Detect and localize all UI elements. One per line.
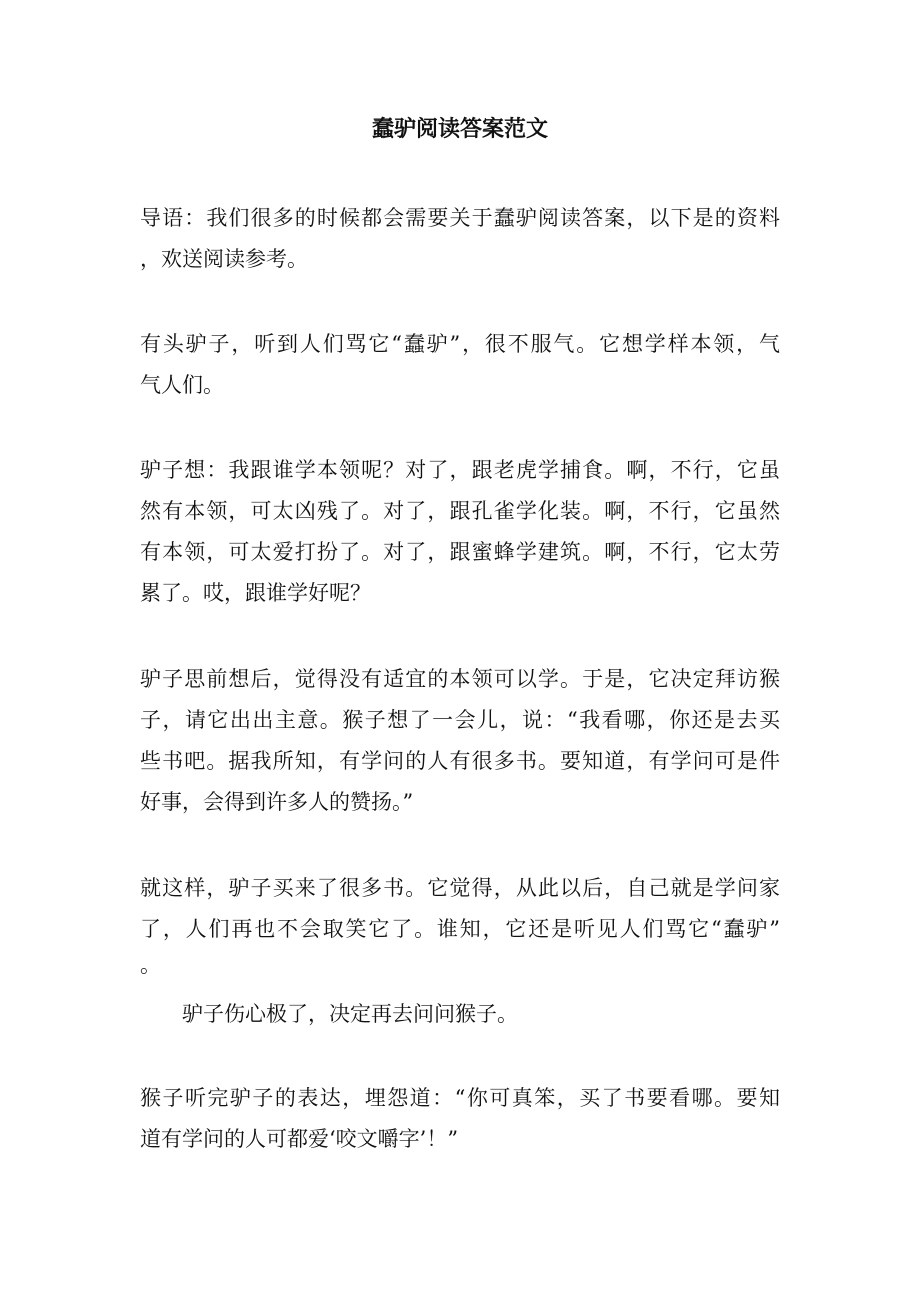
paragraph-4-line-1: 驴子思前想后，觉得没有适宜的本领可以学。于是，它决定拜访猴 xyxy=(140,667,780,691)
paragraph-5-line-1: 就这样，驴子买来了很多书。它觉得，从此以后，自己就是学问家 xyxy=(140,876,780,900)
paragraph-5-line-4: 驴子伤心极了，决定再去问问猴子。 xyxy=(140,1002,518,1026)
paragraph-2-line-1: 有头驴子，听到人们骂它“蠢驴”，很不服气。它想学样本领，气 xyxy=(140,332,780,356)
paragraph-4-line-4: 好事，会得到许多人的赞扬。” xyxy=(140,790,414,814)
paragraph-3-line-2: 然有本领，可太凶残了。对了，跟孔雀学化装。啊，不行，它虽然 xyxy=(140,499,780,523)
paragraph-3-line-3: 有本领，可太爱打扮了。对了，跟蜜蜂学建筑。啊，不行，它太劳 xyxy=(140,540,780,564)
paragraph-3-line-4: 累了。哎，跟谁学好呢？ xyxy=(140,581,371,605)
paragraph-1-line-1: 导语：我们很多的时候都会需要关于蠢驴阅读答案，以下是的资料 xyxy=(140,206,780,230)
paragraph-6-line-2: 道有学问的人可都爱‘咬文嚼字’！” xyxy=(140,1127,459,1151)
paragraph-5-line-2: 了，人们再也不会取笑它了。谁知，它还是听见人们骂它“蠢驴” xyxy=(140,917,780,941)
paragraph-2-line-2: 气人们。 xyxy=(140,373,224,397)
paragraph-6-line-1: 猴子听完驴子的表达，埋怨道：“你可真笨，买了书要看哪。要知 xyxy=(140,1086,780,1110)
paragraph-4-line-2: 子，请它出出主意。猴子想了一会儿，说：“我看哪，你还是去买 xyxy=(140,708,780,732)
paragraph-4-line-3: 些书吧。据我所知，有学问的人有很多书。要知道，有学问可是件 xyxy=(140,749,780,773)
paragraph-3-line-1: 驴子想：我跟谁学本领呢？对了，跟老虎学捕食。啊，不行，它虽 xyxy=(140,458,780,482)
document-title: 蠢驴阅读答案范文 xyxy=(371,116,548,142)
paragraph-5-line-3: 。 xyxy=(140,953,161,977)
paragraph-1-line-2: ，欢送阅读参考。 xyxy=(140,247,308,271)
